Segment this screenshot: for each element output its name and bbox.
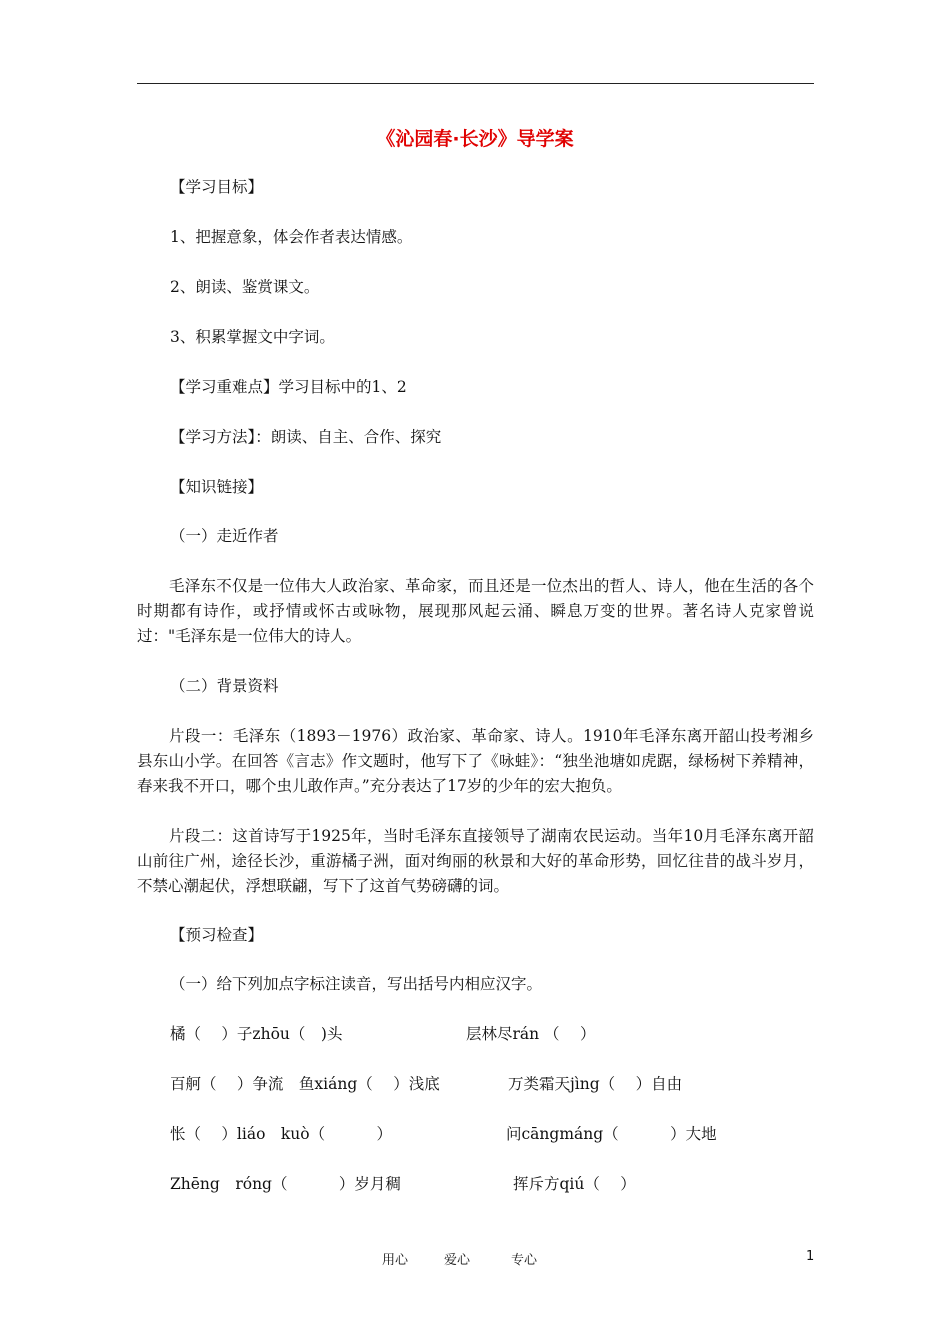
- goal-1: 1、把握意象，体会作者表达情感。: [170, 228, 413, 246]
- footer-motto-3: 专心: [511, 1253, 538, 1268]
- background-heading: （二）背景资料: [170, 677, 279, 695]
- methods: 【学习方法】：朗读、自主、合作、探究: [170, 428, 442, 446]
- knowledge-heading: 【知识链接】: [170, 478, 264, 496]
- footer-motto-2: 爱心: [444, 1253, 471, 1268]
- preview-question-1: （一）给下列加点字标注读音，写出括号内相应汉字。: [170, 975, 543, 993]
- goal-3: 3、积累掌握文中字词。: [170, 328, 335, 346]
- page-number: 1: [806, 1249, 815, 1264]
- exercise-3-left: 怅（ ）liáo kuò（ ）: [170, 1125, 393, 1143]
- fragment-1: 片段一：毛泽东（1893－1976）政治家、革命家、诗人。1910年毛泽东离开韶山投考湘乡县东山小学。在回答《言志》作文题时，他写下了《咏蛙》：“独坐池塘如虎踞，绿杨树下养精神，春来我不开口，哪个虫儿敢作声。”充分表达了17岁的少年的宏大抱负。: [137, 727, 814, 795]
- page-title: 《沁园春·长沙》导学案: [376, 128, 574, 150]
- exercise-2-right: 万类霜天jìng（ ）自由: [508, 1075, 683, 1093]
- preview-heading: 【预习检查】: [170, 926, 264, 944]
- header-rule: [137, 83, 814, 84]
- exercise-1-left: 橘（ ）子zhōu（ )头: [170, 1025, 343, 1043]
- exercise-3-right: 问cāngmáng（ ）大地: [506, 1125, 717, 1143]
- key-points: 【学习重难点】学习目标中的1、2: [170, 378, 407, 396]
- goal-2: 2、朗读、鉴赏课文。: [170, 278, 320, 296]
- exercise-4-left: Zhēng róng（ ）岁月稠: [170, 1175, 401, 1193]
- goals-heading: 【学习目标】: [170, 178, 264, 196]
- author-paragraph: 毛泽东不仅是一位伟大人政治家、革命家，而且还是一位杰出的哲人、诗人，他在生活的各个时期都有诗作，或抒情或怀古或咏物，展现那风起云涌、瞬息万变的世界。著名诗人克家曾说过："毛泽东是一位伟大的诗人。: [137, 577, 814, 645]
- fragment-2: 片段二：这首诗写于1925年，当时毛泽东直接领导了湖南农民运动。当年10月毛泽东离开韶山前往广州，途径长沙，重游橘子洲，面对绚丽的秋景和大好的革命形势，回忆往昔的战斗岁月，不禁心潮起伏，浮想联翩，写下了这首气势磅礴的词。: [137, 827, 814, 895]
- exercise-2-left: 百舸（ ）争流 鱼xiáng（ ）浅底: [170, 1075, 440, 1093]
- exercise-1-right: 层林尽rán （ ）: [466, 1025, 596, 1043]
- author-heading: （一）走近作者: [170, 527, 279, 545]
- exercise-4-right: 挥斥方qiú（ ）: [513, 1175, 636, 1193]
- footer-motto-1: 用心: [382, 1253, 409, 1268]
